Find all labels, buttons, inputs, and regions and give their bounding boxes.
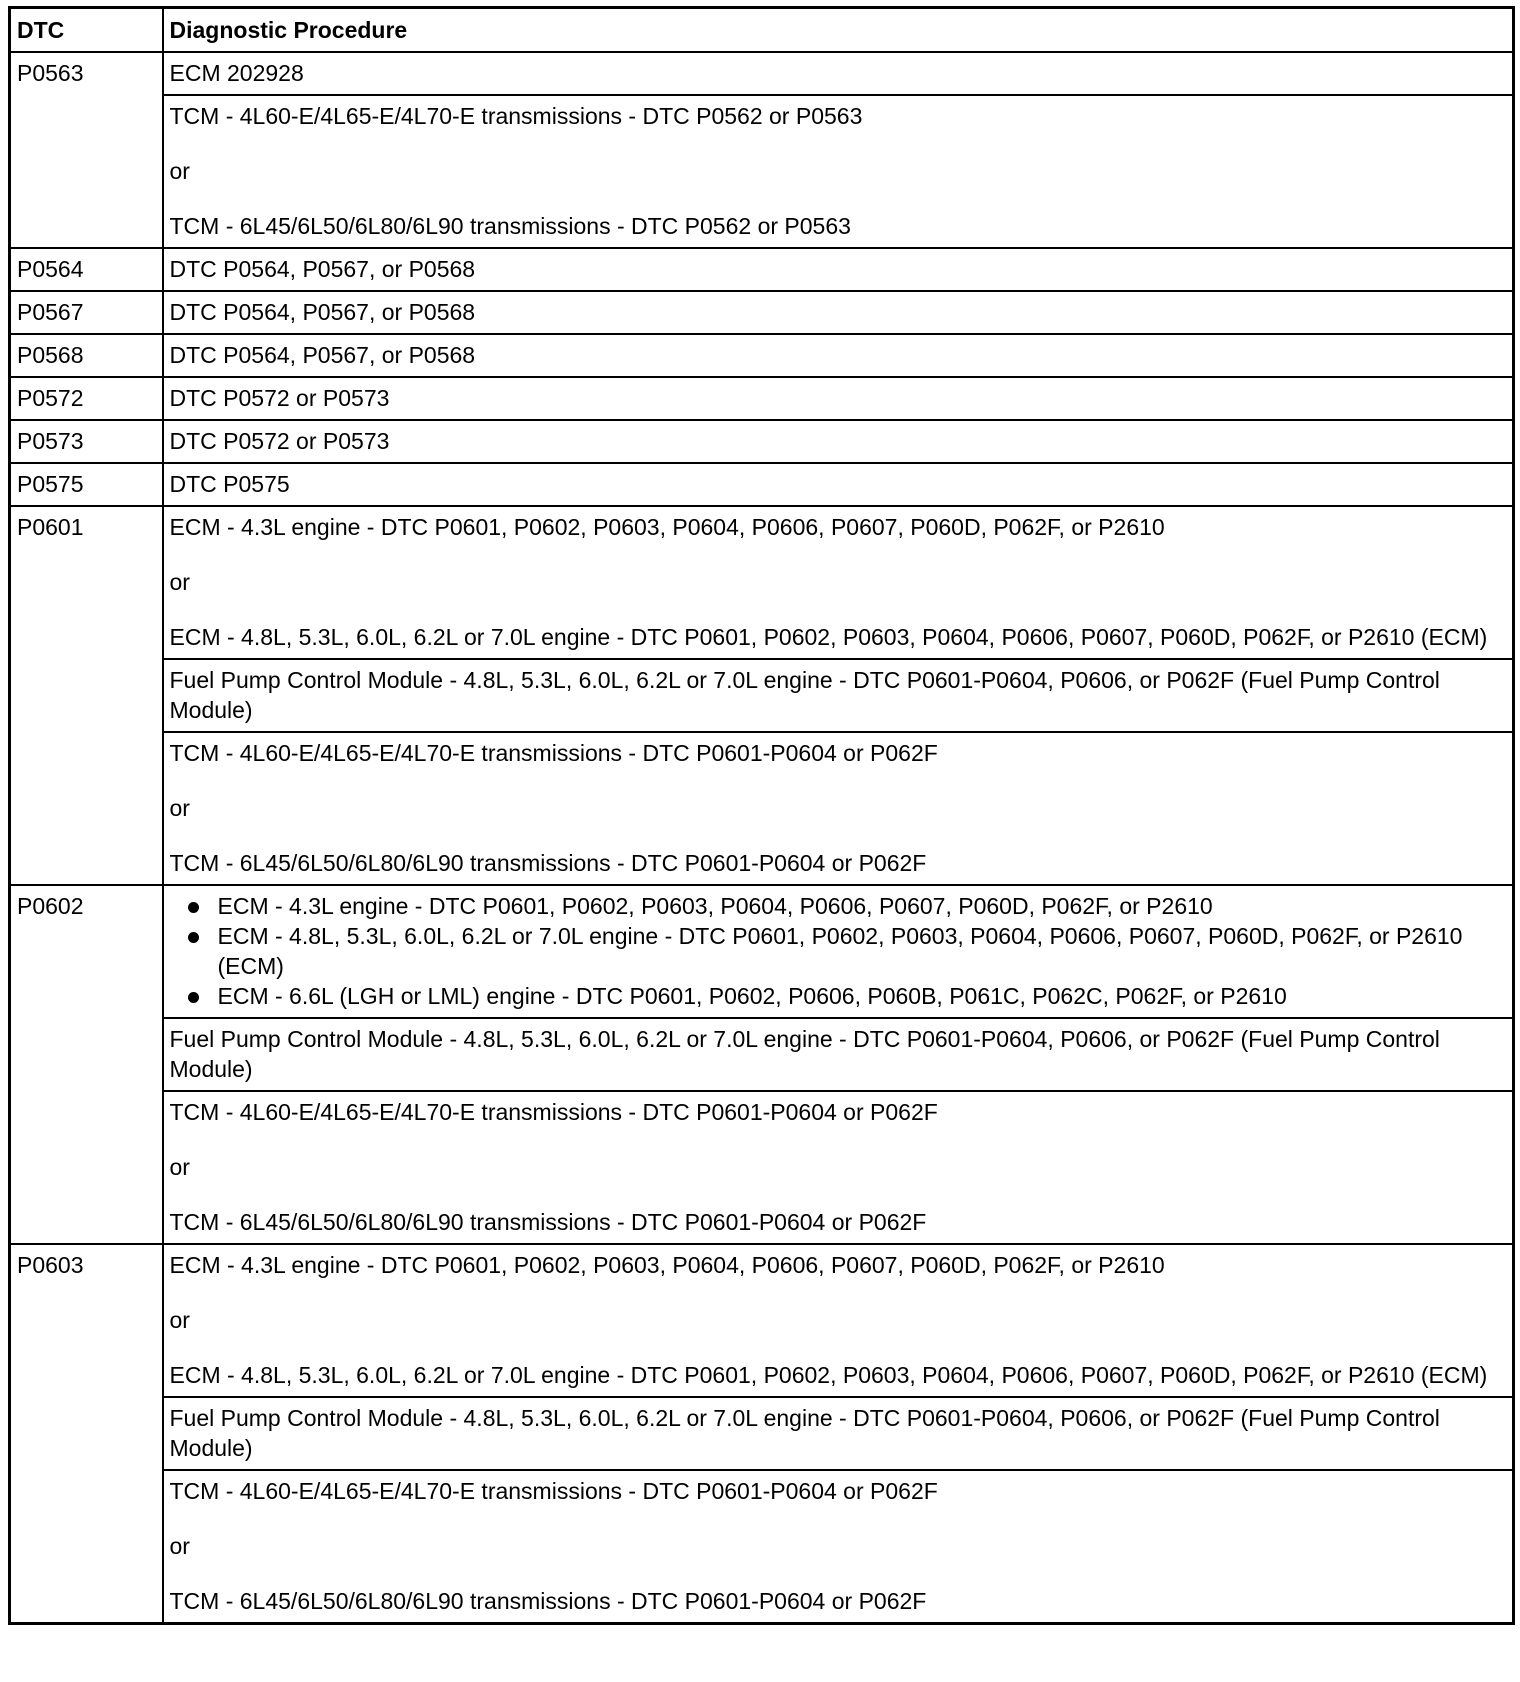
table-row [10, 291, 1514, 334]
procedure-text: TCM - 6L45/6L50/6L80/6L90 transmissions - DTC P0601-P0604 or P062F [169, 1588, 927, 1614]
dtc-code-cell: P0602 [10, 885, 163, 1244]
procedure-cell [163, 506, 1514, 659]
procedure-text: Fuel Pump Control Module - 4.8L, 5.3L, 6.0L, 6.2L or 7.0L engine - DTC P0601-P0604, P0606, or P062F (Fuel Pump Control Module) [169, 1405, 1440, 1461]
procedure-or-separator: or [169, 1533, 190, 1559]
procedure-text: ECM - 4.3L engine - DTC P0601, P0602, P0603, P0604, P0606, P0607, P060D, P062F, or P2610 [169, 514, 1165, 540]
procedure-bullet-list [170, 891, 1507, 1011]
table-row [10, 1091, 1514, 1244]
procedure-cell [163, 248, 1514, 291]
table-body [10, 52, 1514, 1624]
table-row [10, 506, 1514, 659]
procedure-cell [163, 732, 1514, 885]
dtc-code-cell: P0568 [10, 334, 163, 377]
procedure-or-separator: or [169, 1307, 190, 1333]
procedure-text: TCM - 4L60-E/4L65-E/4L70-E transmissions - DTC P0601-P0604 or P062F [169, 740, 938, 766]
procedure-bullet-item: ECM - 6.6L (LGH or LML) engine - DTC P0601, P0602, P0606, P060B, P061C, P062C, P062F, or P2610 [218, 981, 1507, 1011]
procedure-cell [163, 52, 1514, 95]
table-row [10, 420, 1514, 463]
table-row [10, 1244, 1514, 1397]
procedure-cell [163, 1244, 1514, 1397]
header-row [10, 8, 1514, 53]
table-row [10, 334, 1514, 377]
procedure-text: TCM - 6L45/6L50/6L80/6L90 transmissions - DTC P0601-P0604 or P062F [169, 1209, 927, 1235]
dtc-code-cell: P0573 [10, 420, 163, 463]
procedure-text: DTC P0564, P0567, or P0568 [169, 342, 476, 368]
table-row [10, 1018, 1514, 1091]
procedure-cell [163, 1470, 1514, 1624]
procedure-or-separator: or [169, 795, 190, 821]
procedure-text: DTC P0572 or P0573 [169, 385, 390, 411]
dtc-code-cell: P0567 [10, 291, 163, 334]
procedure-text: Fuel Pump Control Module - 4.8L, 5.3L, 6.0L, 6.2L or 7.0L engine - DTC P0601-P0604, P0606, or P062F (Fuel Pump Control Module) [169, 1026, 1440, 1082]
procedure-text: DTC P0572 or P0573 [169, 428, 390, 454]
procedure-cell [163, 377, 1514, 420]
dtc-code-cell: P0564 [10, 248, 163, 291]
procedure-or-separator: or [169, 158, 190, 184]
procedure-cell [163, 95, 1514, 248]
procedure-text: ECM - 4.8L, 5.3L, 6.0L, 6.2L or 7.0L engine - DTC P0601, P0602, P0603, P0604, P0606, P0607, P060D, P062F, or P2610 (ECM) [169, 624, 1488, 650]
dtc-code-cell: P0563 [10, 52, 163, 248]
dtc-code-cell: P0572 [10, 377, 163, 420]
procedure-cell [163, 1018, 1514, 1091]
procedure-bullet-item: ECM - 4.8L, 5.3L, 6.0L, 6.2L or 7.0L engine - DTC P0601, P0602, P0603, P0604, P0606, P0607, P060D, P062F, or P2610 (ECM) [218, 921, 1507, 981]
procedure-or-separator: or [169, 1154, 190, 1180]
table-row [10, 377, 1514, 420]
table-row [10, 463, 1514, 506]
procedure-cell [163, 885, 1514, 1018]
dtc-code-cell: P0601 [10, 506, 163, 885]
procedure-text: ECM 202928 [169, 60, 304, 86]
table-row [10, 248, 1514, 291]
procedure-bullet-item: ECM - 4.3L engine - DTC P0601, P0602, P0603, P0604, P0606, P0607, P060D, P062F, or P2610 [218, 891, 1507, 921]
procedure-cell [163, 291, 1514, 334]
procedure-text: TCM - 4L60-E/4L65-E/4L70-E transmissions - DTC P0601-P0604 or P062F [169, 1478, 938, 1504]
procedure-cell [163, 463, 1514, 506]
table-row [10, 659, 1514, 732]
dtc-code-cell: P0603 [10, 1244, 163, 1624]
procedure-text: TCM - 4L60-E/4L65-E/4L70-E transmissions - DTC P0601-P0604 or P062F [169, 1099, 938, 1125]
procedure-or-separator: or [169, 569, 190, 595]
table-row [10, 95, 1514, 248]
dtc-table [8, 6, 1515, 1625]
procedure-column-header: Diagnostic Procedure [163, 8, 1514, 53]
procedure-text: TCM - 4L60-E/4L65-E/4L70-E transmissions - DTC P0562 or P0563 [169, 103, 863, 129]
procedure-cell [163, 1397, 1514, 1470]
procedure-text: ECM - 4.3L engine - DTC P0601, P0602, P0603, P0604, P0606, P0607, P060D, P062F, or P2610 [169, 1252, 1165, 1278]
table-row [10, 885, 1514, 1018]
table-row [10, 1470, 1514, 1624]
procedure-text: TCM - 6L45/6L50/6L80/6L90 transmissions - DTC P0562 or P0563 [169, 213, 851, 239]
dtc-column-header: DTC [10, 8, 163, 53]
procedure-cell [163, 334, 1514, 377]
procedure-text: TCM - 6L45/6L50/6L80/6L90 transmissions - DTC P0601-P0604 or P062F [169, 850, 927, 876]
table-row [10, 52, 1514, 95]
table-row [10, 732, 1514, 885]
procedure-cell [163, 420, 1514, 463]
procedure-text: DTC P0575 [169, 471, 290, 497]
procedure-text: DTC P0564, P0567, or P0568 [169, 256, 476, 282]
procedure-text: Fuel Pump Control Module - 4.8L, 5.3L, 6.0L, 6.2L or 7.0L engine - DTC P0601-P0604, P0606, or P062F (Fuel Pump Control Module) [169, 667, 1440, 723]
procedure-text: ECM - 4.8L, 5.3L, 6.0L, 6.2L or 7.0L engine - DTC P0601, P0602, P0603, P0604, P0606, P0607, P060D, P062F, or P2610 (ECM) [169, 1362, 1488, 1388]
table-row [10, 1397, 1514, 1470]
procedure-text: DTC P0564, P0567, or P0568 [169, 299, 476, 325]
dtc-code-cell: P0575 [10, 463, 163, 506]
procedure-cell [163, 1091, 1514, 1244]
procedure-cell [163, 659, 1514, 732]
